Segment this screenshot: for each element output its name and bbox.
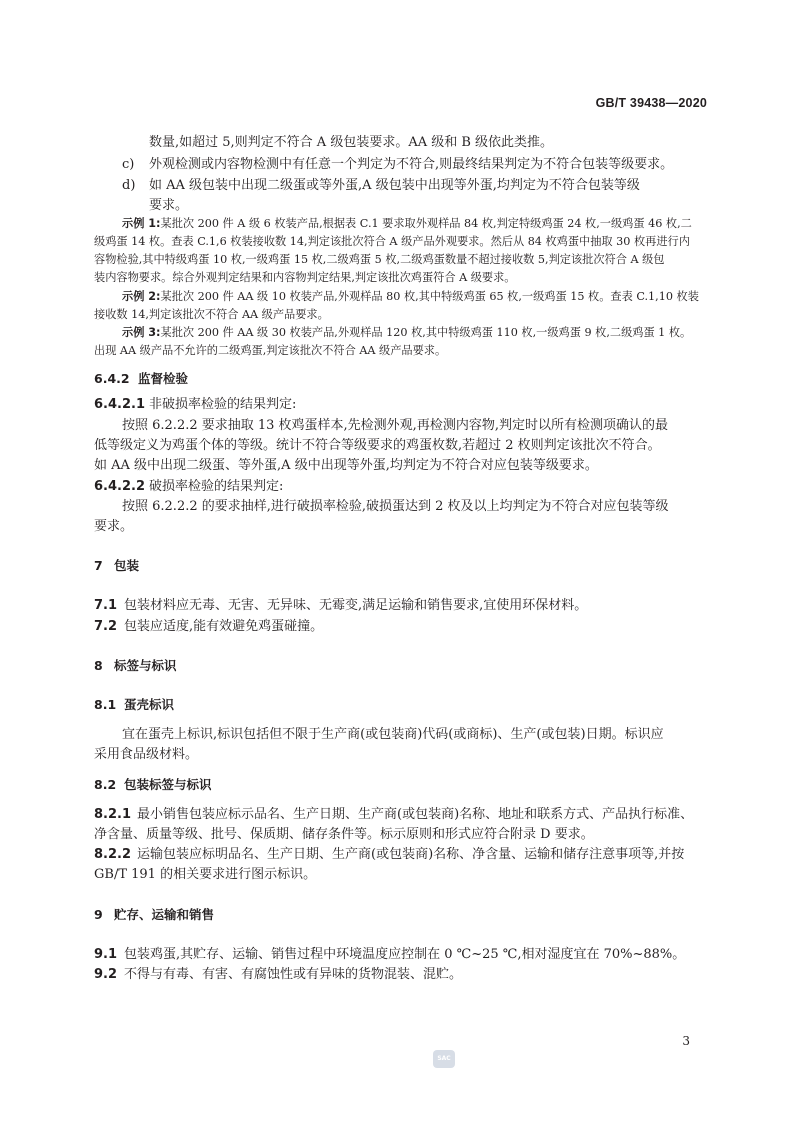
clause-text: 包装材料应无毒、无害、无异味、无霉变,满足运输和销售要求,宜使用环保材料。 xyxy=(124,598,588,613)
paragraph-line: 要求。 xyxy=(94,519,134,534)
clause-number: 6.4.2.2 xyxy=(94,479,145,494)
section-number: 8.1 xyxy=(94,697,117,712)
clause-title: 非破损率检验的结果判定: xyxy=(149,397,297,412)
clause-number: 9.2 xyxy=(94,967,118,982)
list-item-d-line: 要求。 xyxy=(149,198,189,213)
clause-number: 6.4.2.1 xyxy=(94,397,145,412)
clause-title: 破损率检验的结果判定: xyxy=(149,479,284,494)
section-number: 6.4.2 xyxy=(94,371,130,386)
clause-number: 7.2 xyxy=(94,619,118,634)
chapter-number: 7 xyxy=(94,558,103,573)
continuation-text: 数量,如超过 5,则判定不符合 A 级包装要求。AA 级和 B 级依此类推。 xyxy=(149,135,554,150)
example-1-line: 装内容物要求。综合外观判定结果和内容物判定结果,判定该批次鸡蛋符合 A 级要求。 xyxy=(94,271,516,284)
paragraph-line: 如 AA 级中出现二级蛋、等外蛋,A 级中出现等外蛋,均判定为不符合对应包装等级要求。 xyxy=(94,458,598,473)
paragraph-line: GB/T 191 的相关要求进行图示标识。 xyxy=(94,867,317,882)
paragraph-line: 按照 6.2.2.2 要求抽取 13 枚鸡蛋样本,先检测外观,再检测内容物,判定时以所有检测项确认的最 xyxy=(122,418,668,433)
example-1-line: 级鸡蛋 14 枚。查表 C.1,6 枚装接收数 14,判定该批次符合 A 级产品外观要求。然后从 84 枚鸡蛋中抽取 30 枚再进行内 xyxy=(94,235,690,248)
clause-number: 9.1 xyxy=(94,947,118,962)
clause-text: 包装应适度,能有效避免鸡蛋碰撞。 xyxy=(124,619,324,634)
clause-text: 包装鸡蛋,其贮存、运输、销售过程中环境温度应控制在 0 ℃~25 ℃,相对湿度宜在 70%~88%。 xyxy=(124,947,686,962)
clause-number: 7.1 xyxy=(94,598,118,613)
clause-number: 8.2.1 xyxy=(94,807,132,822)
example-1-line: 某批次 200 件 A 级 6 枚装产品,根据表 C.1 要求取外观样品 84 枚,判定特级鸡蛋 24 枚,一级鸡蛋 46 枚,二 xyxy=(160,217,692,230)
paragraph-line: 低等级定义为鸡蛋个体的等级。统计不符合等级要求的鸡蛋枚数,若超过 2 枚则判定该批次不符合。 xyxy=(94,438,661,453)
chapter-number: 9 xyxy=(94,907,103,922)
paragraph-line: 最小销售包装应标示品名、生产日期、生产商(或包装商)名称、地址和联系方式、产品执行标准、 xyxy=(137,807,694,822)
paragraph-line: 净含量、质量等级、批号、保质期、储存条件等。标示原则和形式应符合附录 D 要求。 xyxy=(94,827,594,842)
paragraph-line: 宜在蛋壳上标识,标识包括但不限于生产商(或包装商)代码(或商标)、生产(或包装)日期。标识应 xyxy=(122,727,664,742)
list-item-c: 外观检测或内容物检测中有任意一个判定为不符合,则最终结果判定为不符合包装等级要求。 xyxy=(149,157,674,172)
paragraph-line: 运输包装应标明品名、生产日期、生产商(或包装商)名称、净含量、运输和储存注意事项等,并按 xyxy=(137,847,685,862)
example-3-label: 示例 3: xyxy=(122,326,161,339)
example-2-line: 接收数 14,判定该批次不符合 AA 级产品要求。 xyxy=(94,308,329,321)
list-mark-c: c) xyxy=(122,157,135,172)
section-title: 监督检验 xyxy=(138,371,189,386)
section-title: 包装标签与标识 xyxy=(124,777,212,792)
paragraph-line: 按照 6.2.2.2 的要求抽样,进行破损率检验,破损蛋达到 2 枚及以上均判定为不符合对应包装等级 xyxy=(122,499,669,514)
example-3-line: 某批次 200 件 AA 级 30 枚装产品,外观样品 120 枚,其中特级鸡蛋 110 枚,一级鸡蛋 9 枚,二级鸡蛋 1 枚。 xyxy=(160,326,692,339)
standard-number: GB/T 39438—2020 xyxy=(595,96,707,110)
sac-logo-icon: SAC xyxy=(433,1050,455,1068)
list-item-d-line: 如 AA 级包装中出现二级蛋或等外蛋,A 级包装中出现等外蛋,均判定为不符合包装等级 xyxy=(149,178,640,193)
section-title: 蛋壳标识 xyxy=(124,697,175,712)
section-number: 8.2 xyxy=(94,777,117,792)
paragraph-line: 采用食品级材料。 xyxy=(94,747,199,762)
clause-number: 8.2.2 xyxy=(94,847,132,862)
chapter-title: 包装 xyxy=(114,558,140,573)
chapter-title: 标签与标识 xyxy=(114,658,177,673)
clause-text: 不得与有毒、有害、有腐蚀性或有异味的货物混装、混贮。 xyxy=(124,967,463,982)
chapter-title: 贮存、运输和销售 xyxy=(114,907,215,922)
example-2-line: 某批次 200 件 AA 级 10 枚装产品,外观样品 80 枚,其中特级鸡蛋 65 枚,一级鸡蛋 15 枚。查表 C.1,10 枚装 xyxy=(160,290,699,303)
page-number: 3 xyxy=(682,1034,690,1048)
list-mark-d: d) xyxy=(122,178,136,193)
example-1-line: 容物检验,其中特级鸡蛋 10 枚,一级鸡蛋 15 枚,二级鸡蛋 5 枚,二级鸡蛋数量不超过接收数 5,判定该批次符合 A 级包 xyxy=(94,253,665,266)
example-3-line: 出现 AA 级产品不允许的二级鸡蛋,判定该批次不符合 AA 级产品要求。 xyxy=(94,344,447,357)
example-1-label: 示例 1: xyxy=(122,217,161,230)
example-2-label: 示例 2: xyxy=(122,290,161,303)
chapter-number: 8 xyxy=(94,658,103,673)
